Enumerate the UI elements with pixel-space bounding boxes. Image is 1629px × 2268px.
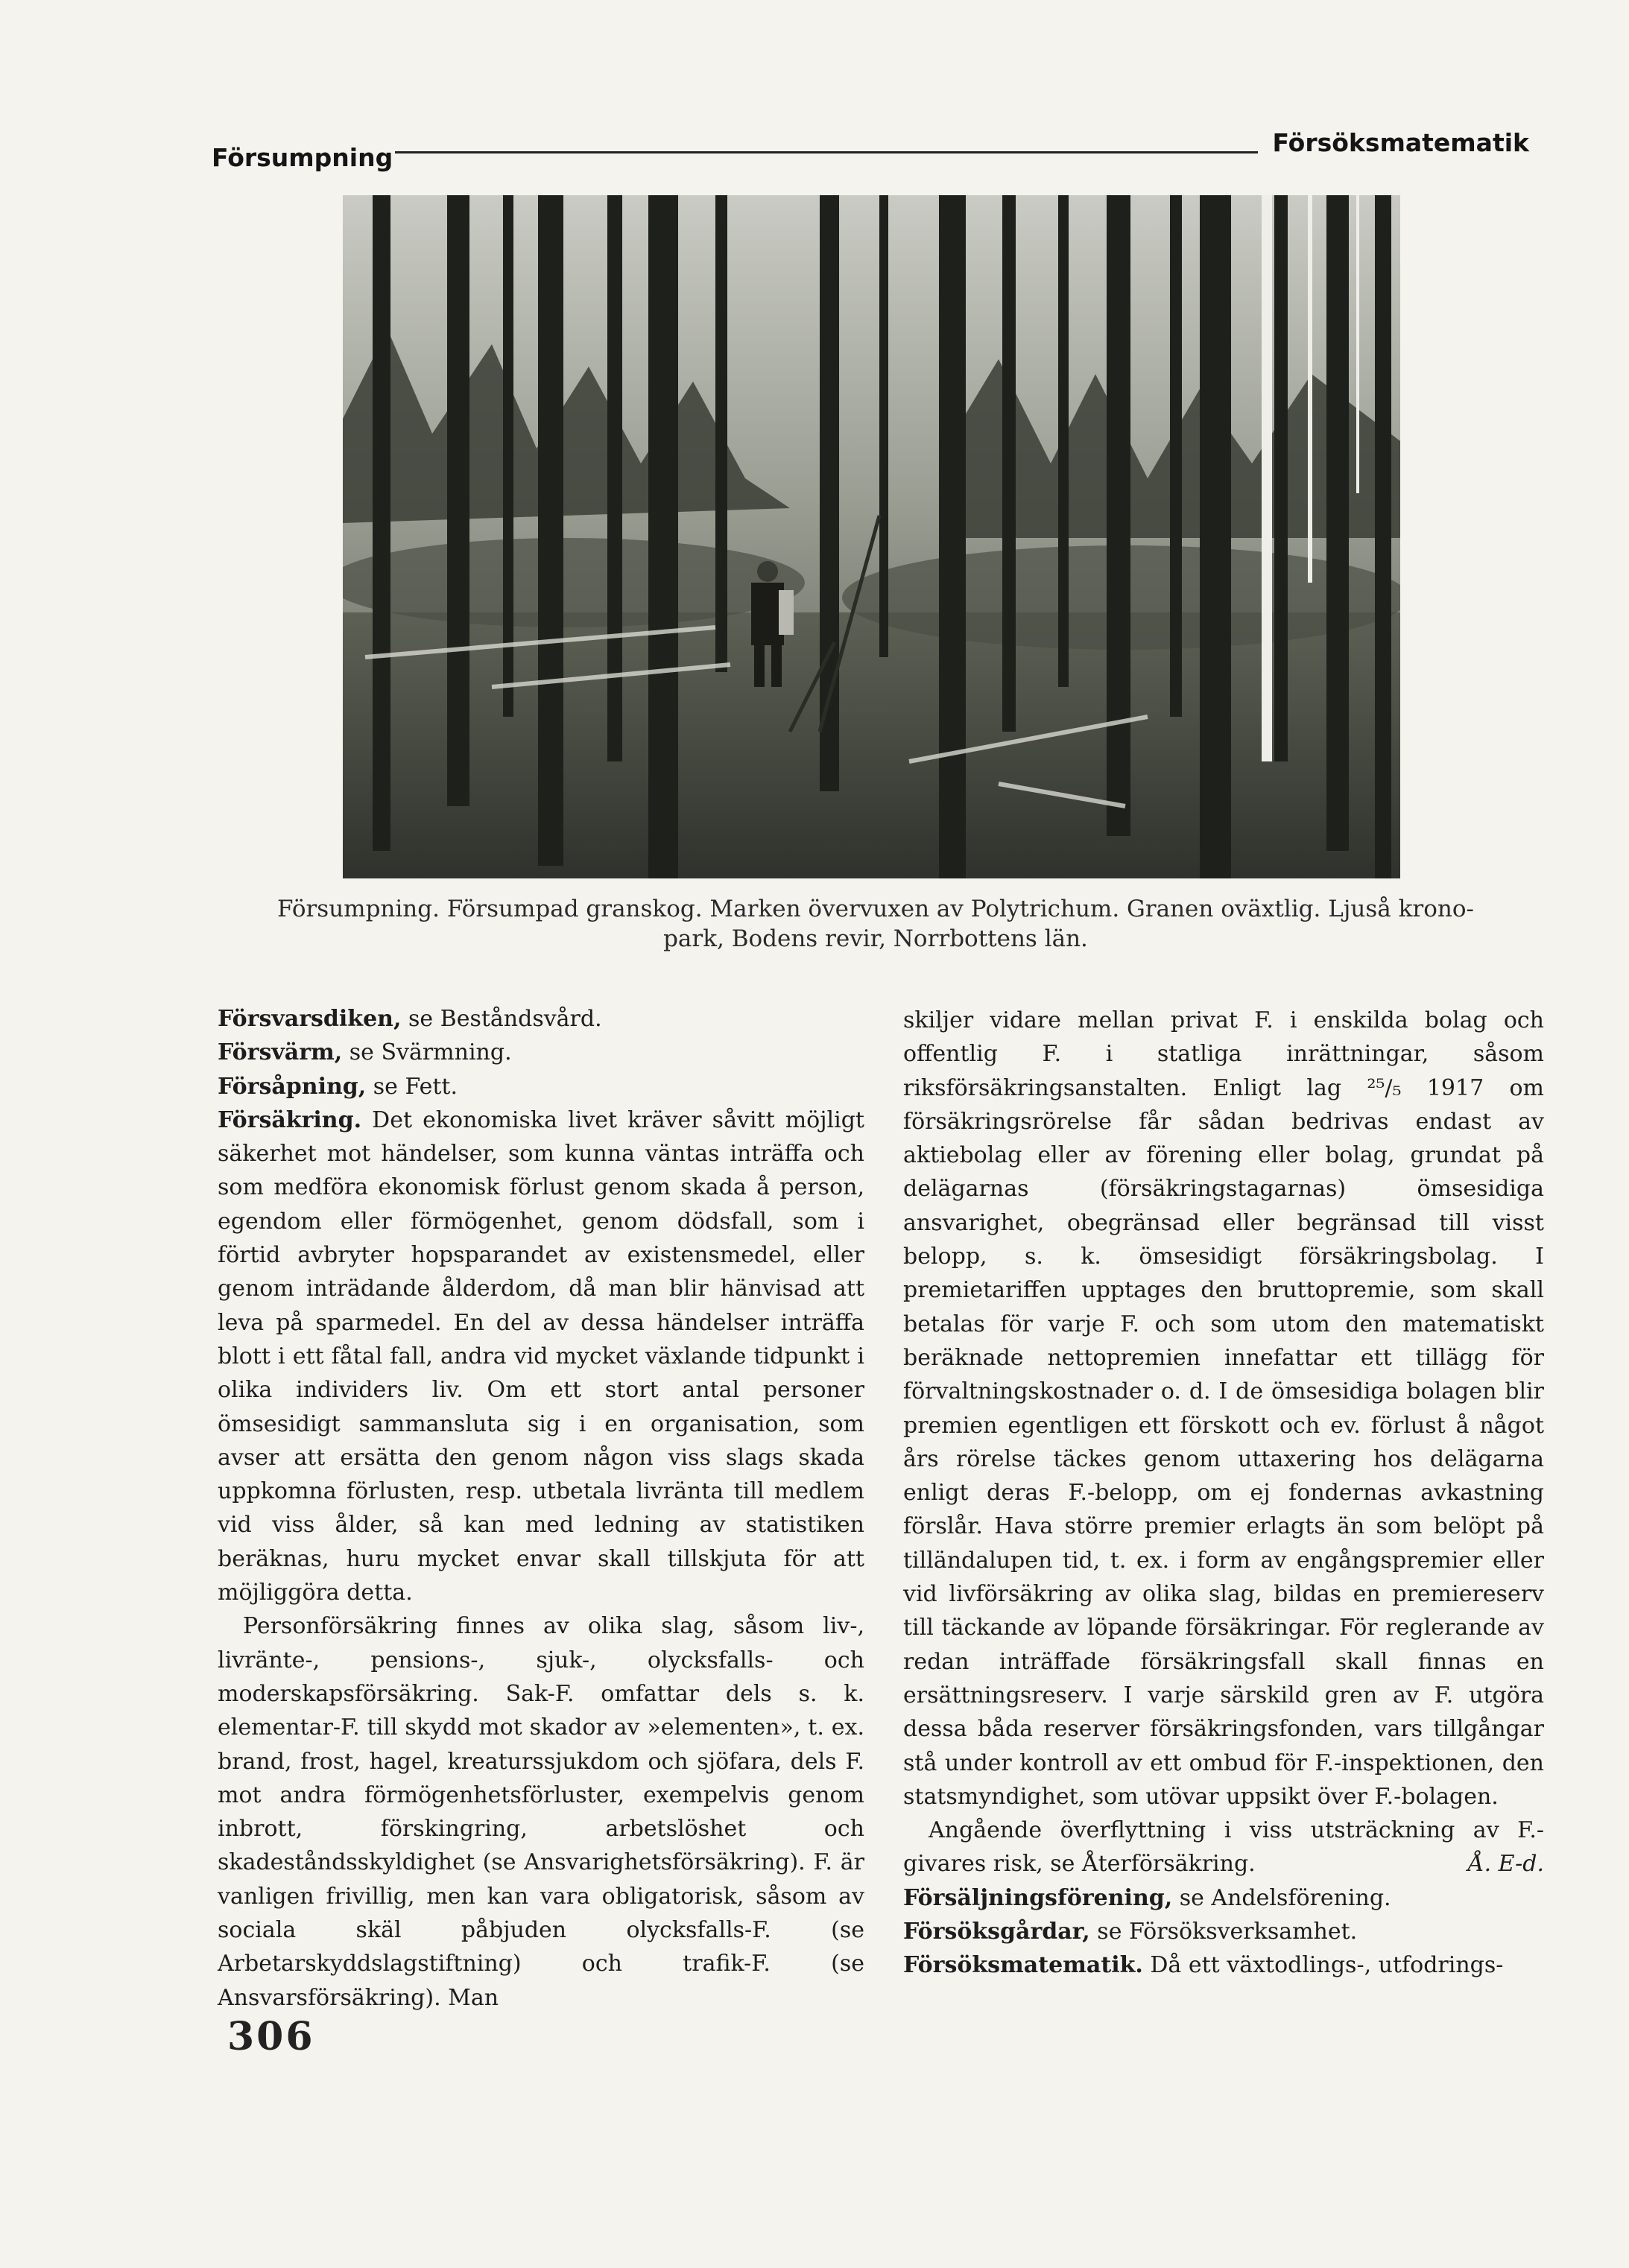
headword: Försvärm, [218, 1039, 343, 1066]
entry-text: Då ett växtodlings-, utfodrings- [1142, 1952, 1504, 1979]
headword: Försåpning, [218, 1073, 367, 1100]
running-head-right: Försöksmatematik [1272, 128, 1529, 157]
entry-forsakring-continued [218, 1609, 864, 2015]
headword: Försöksgårdar, [903, 1919, 1090, 1945]
caption-line-1: Försumpning. Försumpad granskog. Marken övervuxen av Polytrichum. Granen oväxtlig. Ljuså krono- [277, 896, 1474, 922]
entry-text: Personförsäkring finnes av olika slag, såsom liv-, livränte-, pensions-, sjuk-, olycksfalls- och moderskapsförsäkring. Sak-F. omfattar dels s. k. elementar-F. till skydd mot skador av »elementen», t. ex. brand, frost, hagel, kreaturssjukdom och sjöfara, dels F. mot andra förmögenhetsförluster, exempelvis genom inbrott, förskingring, arbetslöshet och skadeståndsskyldighet (se Ansvarighetsförsäkring). F. är vanligen frivillig, men kan vara obligatorisk, såsom av sociala skäl påbjuden olycksfalls-F. (se Arbetarskyddslagstiftning) och trafik-F. (se Ansvarsförsäkring). Man [218, 1613, 864, 2011]
author-signature: Å. E-d. [1467, 1851, 1544, 1878]
entry-forsakring-reinsurance [903, 1814, 1544, 1881]
entry-forsapning [218, 1070, 864, 1103]
headword: Försöksmatematik. [903, 1952, 1143, 1979]
page-number: 306 [227, 2014, 315, 2059]
entry-text: Angående överflyttning i viss utsträckning av F.-givares risk, se Återförsäkring. [903, 1817, 1544, 1878]
entry-text: se Försöksverksamhet. [1089, 1919, 1358, 1945]
photo-caption [194, 894, 1557, 954]
entry-text: Det ekonomiska livet kräver såvitt möjligt säkerhet mot händelser, som kunna väntas inträffa och som medföra ekonomisk förlust genom skada å person, egendom eller förmögenhet, genom dödsfall, som i förtid avbryter hopsparandet av existensmedel, eller genom inträdande ålderdom, då man blir hänvisad att leva på sparmedel. En del av dessa händelser inträffa blott i ett fåtal fall, andra vid mycket växlande tidpunkt i olika individers liv. Om ett stort antal personer ömsesidigt sammansluta sig i en organisation, som avser att ersätta den genom någon viss slags skada uppkomna förlusten, resp. utbetala livränta till medlem vid viss ålder, så kan med ledning av statistiken beräknas, huru mycket envar skall tillskjuta för att möjliggöra detta. [218, 1106, 864, 1606]
right-column [903, 1004, 1544, 1983]
entry-forsakring-continued-2 [903, 1004, 1544, 1814]
entry-text: skiljer vidare mellan privat F. i enskilda bolag och offentlig F. i statliga inrättningar, såsom riksförsäkringsanstalten. Enligt lag ²⁵/₅ 1917 om försäkringsrörelse får sådan bedrivas endast av aktiebolag eller av förening eller bolag, grundat på delägarnas (försäkringstagarnas) ömsesidiga ansvarighet, obegränsad eller begränsad till visst belopp, s. k. ömsesidigt försäkringsbolag. I premietariffen upptages den bruttopremie, som skall betalas för varje F. och som utom den matematiskt beräknade nettopremien innefattar ett tillägg för förvaltningskostnader o. d. I de ömsesidiga bolagen blir premien egentligen ett förskott och ev. förlust å något års rörelse täckes genom uttaxering hos delägarna enligt deras F.-belopp, om ej fondernas avkastning förslår. Hava större premier erlagts än som belöpt på tilländalupen tid, t. ex. i form av engångspremier eller vid livförsäkring av olika slag, bildas en premiereserv till täckande av löpande försäkringar. För reglerande av redan inträffade försäkringsfall skall finnas en ersättningsreserv. I varje särskild gren av F. utgöra dessa båda reserver försäkringsfonden, vars tillgångar stå under kontroll av ett ombud för F.-inspektionen, den statsmyndighet, som utövar uppsikt över F.-bolagen. [903, 1007, 1544, 1810]
left-column [218, 1002, 864, 2015]
headword: Försäljningsförening, [903, 1884, 1173, 1911]
entry-forsvarm [218, 1036, 864, 1069]
headword: Försvarsdiken, [218, 1006, 402, 1032]
caption-line-2: park, Bodens revir, Norrbottens län. [663, 925, 1088, 952]
running-head-left: Försumpning [212, 143, 393, 172]
header-rule [395, 151, 1258, 153]
entry-text: se Svärmning. [342, 1039, 512, 1066]
entry-forsoksgardar [903, 1915, 1544, 1948]
entry-forsoksmatematik [903, 1948, 1544, 1982]
headword: Försäkring. [218, 1106, 362, 1133]
entry-text: se Andelsförening. [1172, 1884, 1391, 1911]
entry-text: se Beståndsvård. [401, 1006, 602, 1032]
entry-forsvarsdiken [218, 1002, 864, 1036]
entry-text: se Fett. [366, 1073, 458, 1100]
entry-forsaljningsforening [903, 1881, 1544, 1915]
forest-photograph [343, 195, 1400, 878]
entry-forsakring [218, 1103, 864, 1609]
